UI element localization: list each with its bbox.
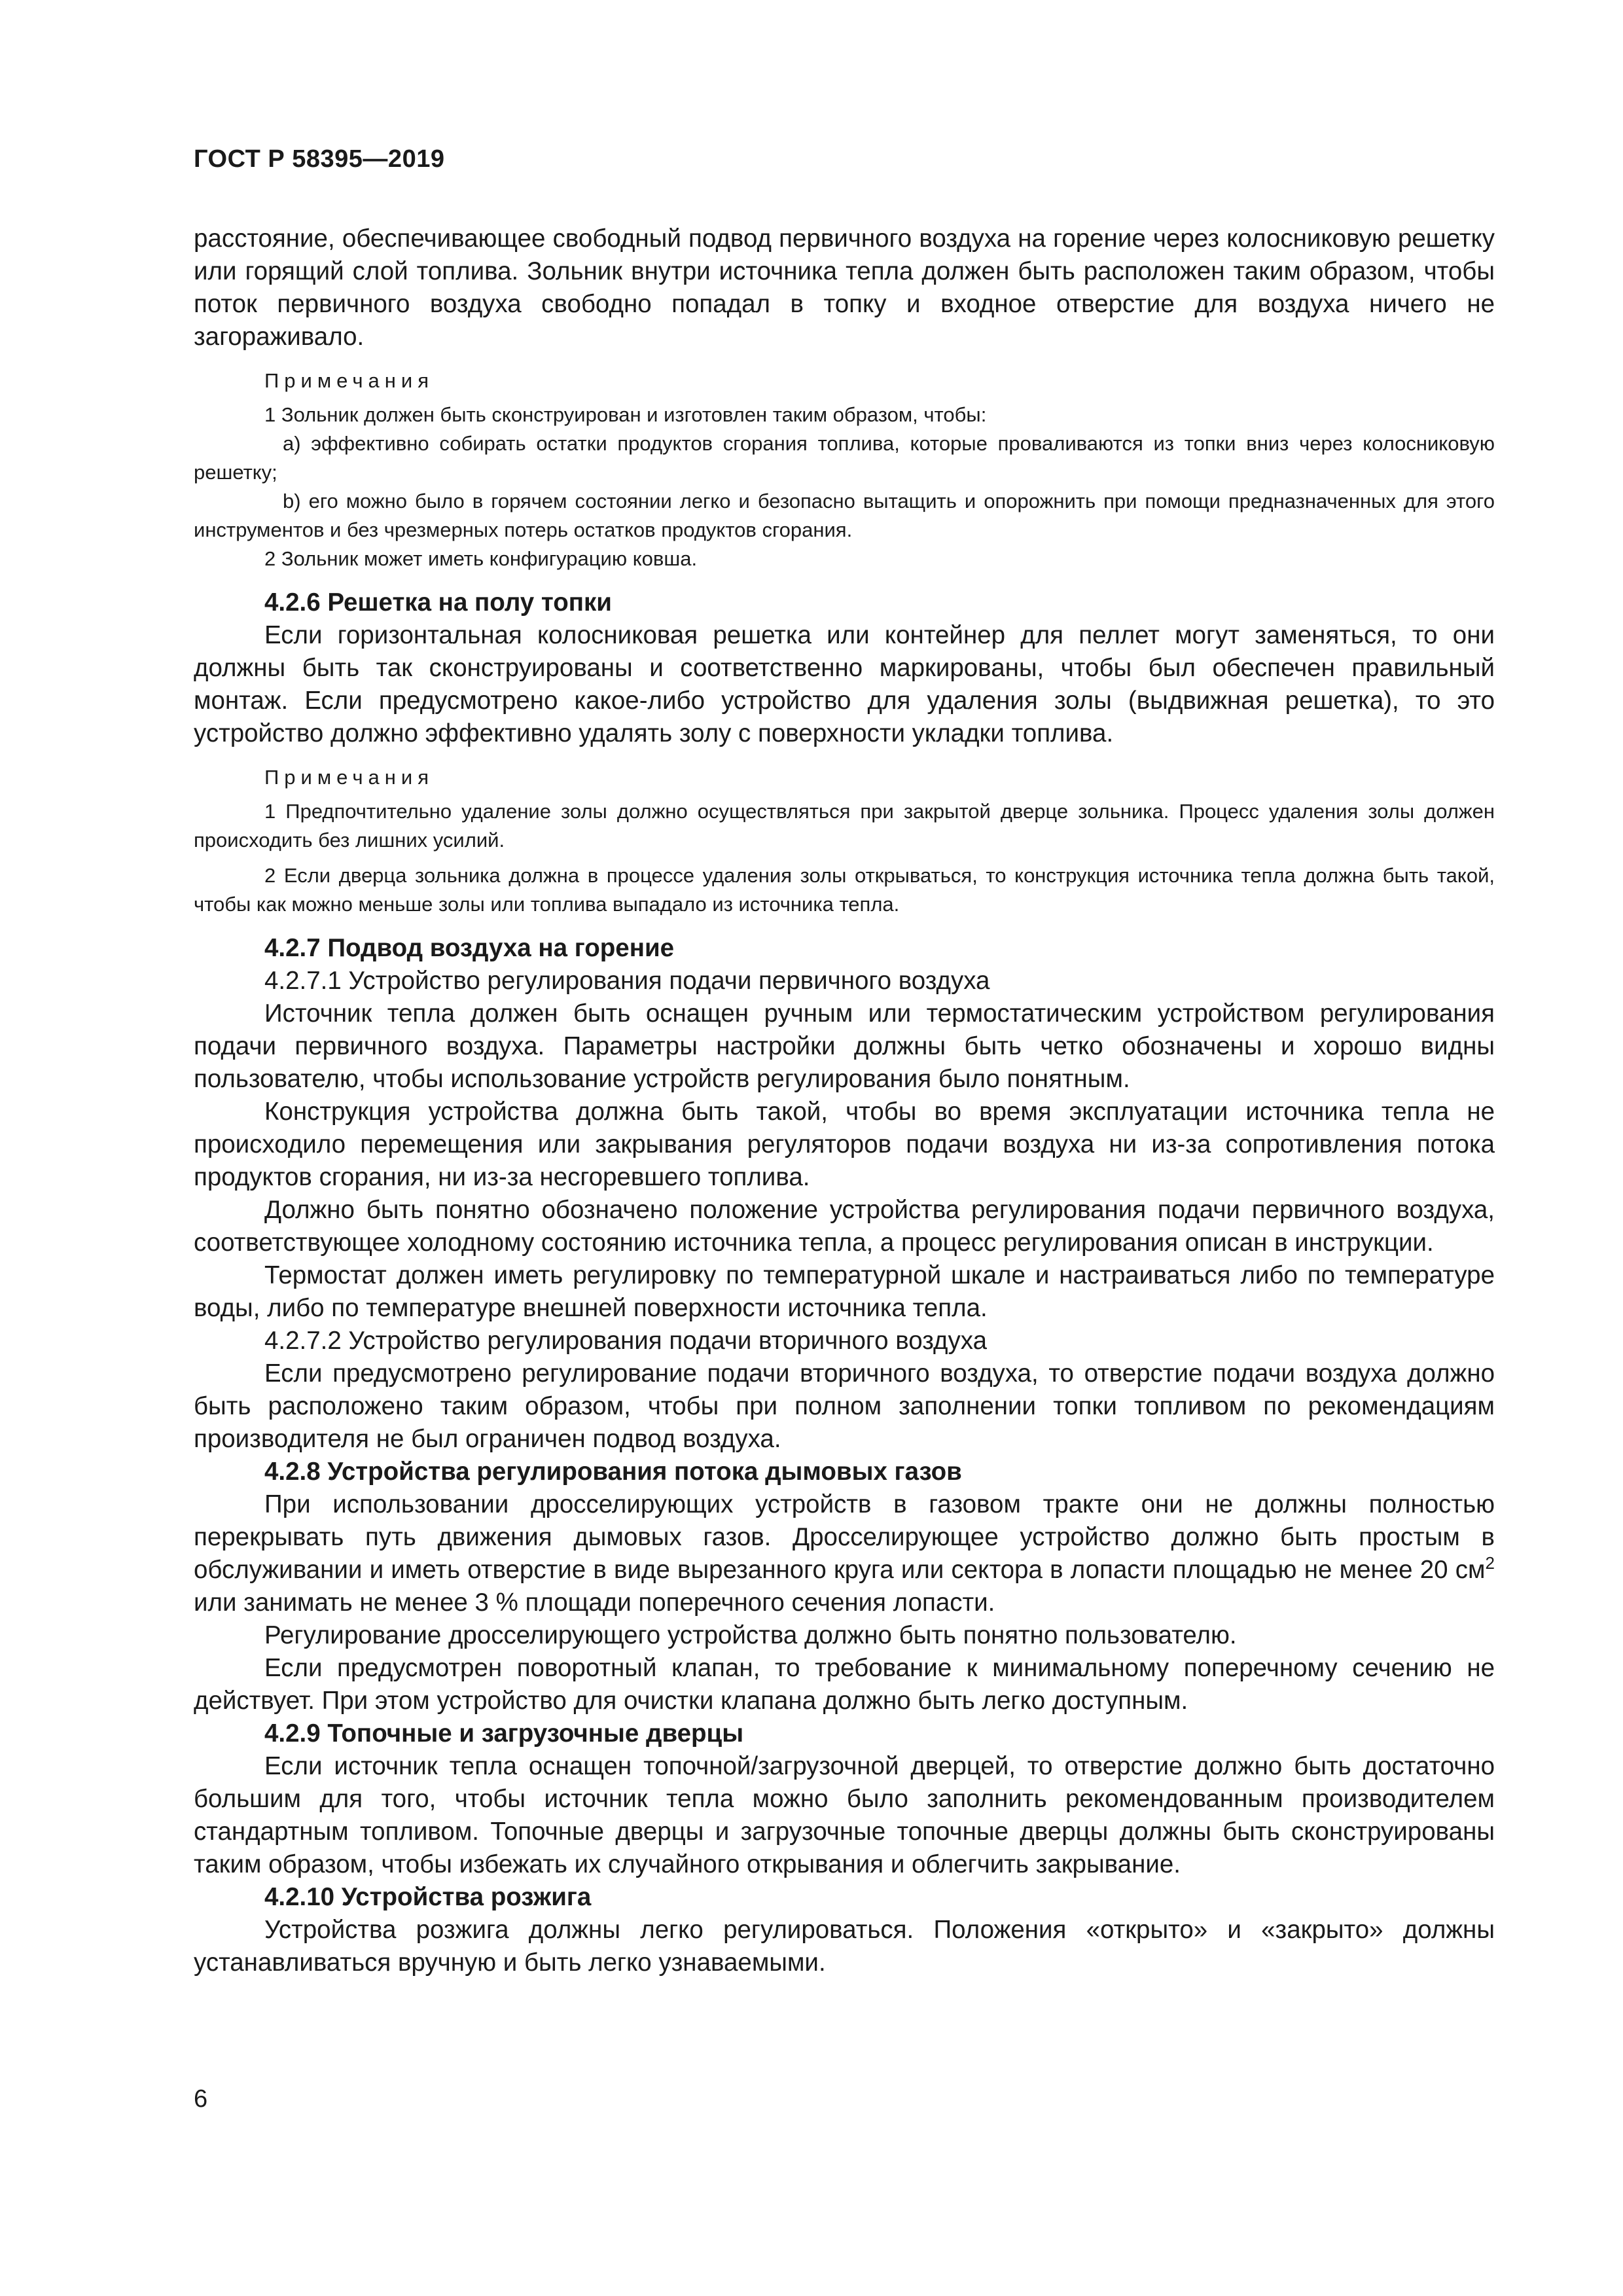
section-heading: 4.2.10 Устройства розжига	[264, 1883, 592, 1911]
note-subitem: b) его можно было в горячем состоянии легко и безопасно вытащить и опорожнить при помощи предназначенных для этого инструментов и без чрезмерных потерь остатков продуктов сгорания.	[194, 490, 1495, 541]
notes-title: Примечания	[264, 766, 434, 789]
note-item: 1 Зольник должен быть сконструирован и изготовлен таким образом, чтобы:	[264, 403, 987, 426]
document-body	[194, 223, 1495, 1979]
section-paragraph: Если горизонтальная колосниковая решетка или контейнер для пеллет могут заменяться, то они должны быть так сконструированы и соответственно маркированы, чтобы был обеспечен правильный монтаж. Если предусмотрено какое-либо устройство для удаления золы (выдвижная решетка), то это устройство должно эффективно удалять золу с поверхности укладки топлива.	[194, 621, 1495, 747]
section-heading: 4.2.6 Решетка на полу топки	[264, 588, 612, 617]
section-paragraph: Устройства розжига должны легко регулироваться. Положения «открыто» и «закрыто» должны устанавливаться вручную и быть легко узнаваемыми.	[194, 1916, 1495, 1977]
document-code-header: ГОСТ Р 58395—2019	[194, 145, 445, 173]
notes-title: Примечания	[264, 369, 434, 392]
page-number: 6	[194, 2085, 208, 2113]
section-paragraph: Если предусмотрен поворотный клапан, то требование к минимальному поперечному сечению не действует. При этом устройство для очистки клапана должно быть легко доступным.	[194, 1654, 1495, 1715]
superscript: 2	[1485, 1553, 1495, 1573]
section-heading: 4.2.7 Подвод воздуха на горение	[264, 934, 675, 962]
subsection-heading: 4.2.7.1 Устройство регулирования подачи первичного воздуха	[264, 967, 990, 995]
paragraph-text: или занимать не менее 3 % площади поперечного сечения лопасти.	[194, 1588, 995, 1617]
paragraph-text: При использовании дросселирующих устройств в газовом тракте они не должны полностью перекрывать путь движения дымовых газов. Дросселирующее устройство должно быть простым в обслуживании и иметь отверстие в виде вырезанного круга или сектора в лопасти площадью не менее 20 см	[194, 1490, 1495, 1584]
note-item: 2 Зольник может иметь конфигурацию ковша.	[264, 547, 698, 570]
section-paragraph: Термостат должен иметь регулировку по температурной шкале и настраиваться либо по температуре воды, либо по температуре внешней поверхности источника тепла.	[194, 1261, 1495, 1322]
subsection-heading: 4.2.7.2 Устройство регулирования подачи вторичного воздуха	[264, 1327, 987, 1355]
section-paragraph: Конструкция устройства должна быть такой, чтобы во время эксплуатации источника тепла не происходило перемещения или закрывания регуляторов подачи воздуха ни из-за сопротивления потока продуктов сгорания, ни из-за несгоревшего топлива.	[194, 1098, 1495, 1191]
continued-paragraph: расстояние, обеспечивающее свободный подвод первичного воздуха на горение через колосниковую решетку или горящий слой топлива. Зольник внутри источника тепла должен быть расположен таким образом, чтобы поток первичного воздуха свободно попадал в топку и входное отверстие для воздуха ничего не загораживало.	[194, 224, 1495, 351]
section-paragraph: Должно быть понятно обозначено положение устройства регулирования подачи первичного воздуха, соответствующее холодному состоянию источника тепла, а процесс регулирования описан в инструкции.	[194, 1196, 1495, 1257]
section-paragraph: Если предусмотрено регулирование подачи вторичного воздуха, то отверстие подачи воздуха должно быть расположено таким образом, чтобы при полном заполнении топки топливом по рекомендациям производителя не был ограничен подвод воздуха.	[194, 1359, 1495, 1453]
note-item: 1 Предпочтительно удаление золы должно осуществляться при закрытой дверце зольника. Процесс удаления золы должен происходить без лишних усилий.	[194, 800, 1495, 852]
section-paragraph: Если источник тепла оснащен топочной/загрузочной дверцей, то отверстие должно быть достаточно большим для того, чтобы источник тепла можно было заполнить рекомендованным производителем стандартным топливом. Топочные дверцы и загрузочные топочные дверцы должны быть сконструированы таким образом, чтобы избежать их случайного открывания и облегчить закрывание.	[194, 1752, 1495, 1878]
section-paragraph	[194, 1488, 1495, 1619]
note-item: 2 Если дверца зольника должна в процессе удаления золы открываться, то конструкция источника тепла должна быть такой, чтобы как можно меньше золы или топлива выпадало из источника тепла.	[194, 864, 1495, 916]
section-paragraph: Источник тепла должен быть оснащен ручным или термостатическим устройством регулирования подачи первичного воздуха. Параметры настройки должны быть четко обозначены и хорошо видны пользователю, чтобы использование устройств регулирования было понятным.	[194, 999, 1495, 1093]
section-heading: 4.2.9 Топочные и загрузочные дверцы	[264, 1719, 744, 1748]
note-subitem: a) эффективно собирать остатки продуктов сгорания топлива, которые проваливаются из топки вниз через колосниковую решетку;	[194, 432, 1495, 484]
section-paragraph: Регулирование дросселирующего устройства должно быть понятно пользователю.	[264, 1621, 1237, 1649]
section-heading: 4.2.8 Устройства регулирования потока дымовых газов	[264, 1458, 962, 1486]
